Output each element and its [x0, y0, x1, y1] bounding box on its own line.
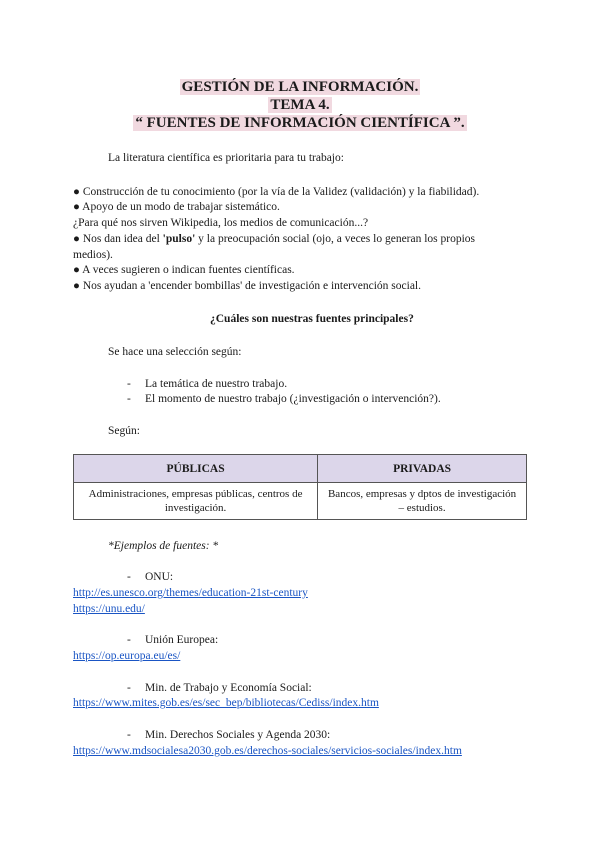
- title-line-3: “ FUENTES DE INFORMACIÓN CIENTÍFICA ”.: [135, 115, 465, 131]
- dash-icon: -: [127, 378, 131, 390]
- dash-icon: -: [127, 571, 131, 583]
- dash-icon: -: [127, 393, 131, 405]
- header-privadas: PRIVADAS: [318, 455, 527, 483]
- sources-heading: ¿Cuáles son nuestras fuentes principales?: [210, 313, 414, 325]
- dash-icon: -: [127, 682, 131, 694]
- link-unu[interactable]: https://unu.edu/: [73, 603, 145, 615]
- dash-icon: -: [127, 729, 131, 741]
- source-derechos-name: Min. Derechos Sociales y Agenda 2030:: [145, 729, 331, 741]
- bullet-pulse-cont: medios).: [73, 249, 113, 261]
- examples-label: *Ejemplos de fuentes: *: [108, 540, 219, 552]
- source-trabajo-name: Min. de Trabajo y Economía Social:: [145, 682, 312, 694]
- header-publicas: PÚBLICAS: [74, 455, 318, 483]
- title-line-1: GESTIÓN DE LA INFORMACIÓN.: [181, 79, 419, 95]
- dash-icon: -: [127, 634, 131, 646]
- cell-publicas: Administraciones, empresas públicas, centros de investigación.: [74, 483, 318, 520]
- bullet-method: ● Apoyo de un modo de trabajar sistemático.: [73, 201, 280, 213]
- intro-text: La literatura científica es prioritaria para tu trabajo:: [108, 152, 344, 164]
- question-wikipedia: ¿Para qué nos sirven Wikipedia, los medios de comunicación...?: [73, 217, 369, 229]
- selection-intro: Se hace una selección según:: [108, 346, 242, 358]
- sources-table: [73, 454, 527, 520]
- source-ue-name: Unión Europea:: [145, 634, 219, 646]
- selection-item-topic: La temática de nuestro trabajo.: [145, 378, 288, 390]
- bullet-ideas: ● Nos ayudan a 'encender bombillas' de investigación e intervención social.: [73, 280, 421, 292]
- segun-label: Según:: [108, 425, 140, 437]
- link-mites[interactable]: https://www.mites.gob.es/es/sec_bep/bibliotecas/Cediss/index.htm: [73, 697, 379, 709]
- title-line-2: TEMA 4.: [270, 97, 330, 113]
- link-unesco[interactable]: http://es.unesco.org/themes/education-21st-century: [73, 587, 308, 599]
- link-mdsociales[interactable]: https://www.mdsocialesa2030.gob.es/derechos-sociales/servicios-sociales/index.htm: [73, 745, 462, 757]
- cell-privadas: Bancos, empresas y dptos de investigación – estudios.: [318, 483, 527, 520]
- link-europa[interactable]: https://op.europa.eu/es/: [73, 650, 181, 662]
- selection-item-moment: El momento de nuestro trabajo (¿investigación o intervención?).: [145, 393, 441, 405]
- bullet-pulse: ● Nos dan idea del 'pulso' y la preocupación social (ojo, a veces lo generan los propios: [73, 233, 476, 245]
- bullet-suggest: ● A veces sugieren o indican fuentes científicas.: [73, 264, 295, 276]
- source-onu-name: ONU:: [145, 571, 174, 583]
- bullet-knowledge: ● Construcción de tu conocimiento (por la vía de la Validez (validación) y la fiabilidad).: [73, 186, 480, 198]
